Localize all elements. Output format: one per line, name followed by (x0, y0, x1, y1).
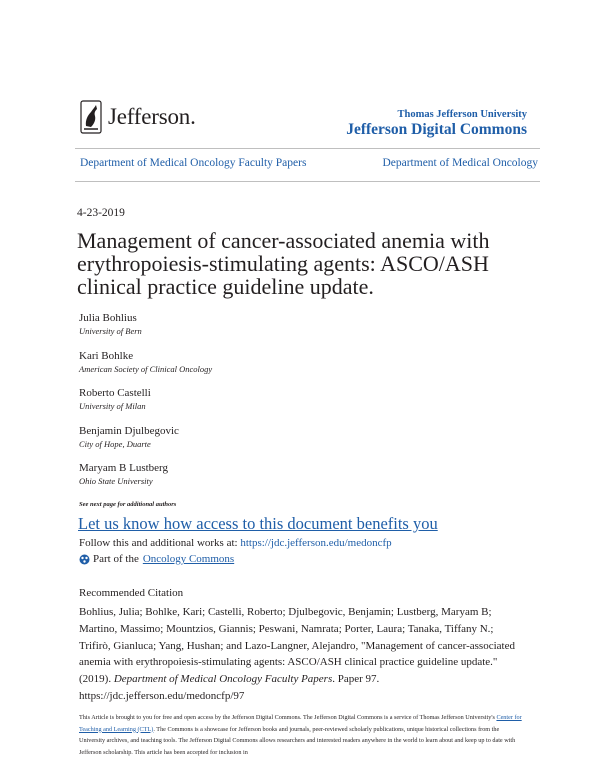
part-of-prefix: Part of the (93, 553, 139, 565)
author-affiliation: American Society of Clinical Oncology (79, 364, 213, 374)
author-name[interactable]: Maryam B Lustberg (79, 462, 169, 474)
author-block (79, 462, 168, 486)
oncology-commons-link[interactable]: Oncology Commons (142, 553, 235, 565)
recommended-citation-heading: Recommended Citation (79, 587, 184, 599)
jefferson-logo[interactable] (80, 98, 196, 136)
author-block (79, 425, 179, 449)
department-link[interactable]: Department of Medical Oncology (382, 157, 538, 169)
repository-name[interactable]: Jefferson Digital Commons (346, 121, 527, 138)
brand-name: Jefferson. (108, 104, 196, 129)
author-affiliation: City of Hope, Duarte (79, 439, 151, 449)
ctl-link[interactable]: Center for Teaching and Learning (CTL) (79, 714, 522, 733)
author-affiliation: Ohio State University (79, 476, 153, 486)
article-title: Management of cancer-associated anemia with erythropoiesis-stimulating agents: ASCO/ASH clinical practice guideline update. (77, 228, 490, 299)
citation-authors-title: Bohlius, Julia; Bohlke, Kari; Castelli, Roberto; Djulbegovic, Benjamin; Lustberg, Maryam B; Martino, Massimo; Mountzios, Giannis; Peswani, Namrata; Porter, Laura; Tanaka, Tiffany N.; Trifirò, Gianluca; Yang, Hushan; and Lazo-Langner, Alejandro, "Management of cancer-associated anemia with erythropoiesis-stimulating agents: ASCO/ASH clinical practice guideline update." (2019). (79, 606, 515, 686)
author-block (79, 350, 212, 374)
citation-text (79, 604, 524, 705)
author-name[interactable]: Julia Bohlius (79, 312, 137, 324)
follow-prefix: Follow this and additional works at: (79, 537, 241, 549)
collection-url-link[interactable]: https://jdc.jefferson.edu/medoncfp (240, 537, 392, 549)
author-block (79, 387, 151, 411)
author-affiliation: University of Bern (79, 326, 142, 336)
benefit-feedback-link[interactable]: Let us know how access to this document benefits you (78, 514, 438, 533)
citation-url[interactable]: https://jdc.jefferson.edu/medoncfp/97 (79, 689, 245, 702)
network-icon (79, 554, 90, 565)
see-next-note: See next page for additional authors (79, 501, 177, 508)
repository-header (346, 109, 527, 139)
citation-paper-number: . Paper 97. (332, 673, 380, 686)
collection-link[interactable]: Department of Medical Oncology Faculty Papers (80, 157, 307, 169)
footer-text-1: This Article is brought to you for free and open access by the Jefferson Digital Commons. The Jefferson Digital Commons is a service of Thomas Jefferson University's (79, 714, 497, 721)
author-name[interactable]: Benjamin Djulbegovic (79, 425, 179, 437)
jefferson-seal-icon (80, 100, 102, 134)
footer-notice (79, 712, 524, 758)
author-block (79, 312, 142, 336)
citation-journal: Department of Medical Oncology Faculty Papers (113, 673, 333, 686)
footer-text-2: . The Commons is a showcase for Jefferson books and journals, peer-reviewed scholarly publications, unique historical collections from the University archives, and teaching tools. The Jefferson Digital Commons allows researchers and interested readers anywhere in the world to learn about and keep up to date with Jefferson scholarship. This article has been accepted for inclusion in (79, 725, 516, 756)
author-name[interactable]: Roberto Castelli (79, 387, 151, 399)
part-of-line (79, 553, 234, 565)
top-divider (75, 148, 540, 149)
author-affiliation: University of Milan (79, 401, 146, 411)
follow-line (79, 537, 392, 549)
university-name[interactable]: Thomas Jefferson University (397, 109, 527, 120)
author-name[interactable]: Kari Bohlke (79, 350, 134, 362)
nav-divider (75, 181, 540, 182)
publication-date: 4-23-2019 (77, 207, 125, 219)
